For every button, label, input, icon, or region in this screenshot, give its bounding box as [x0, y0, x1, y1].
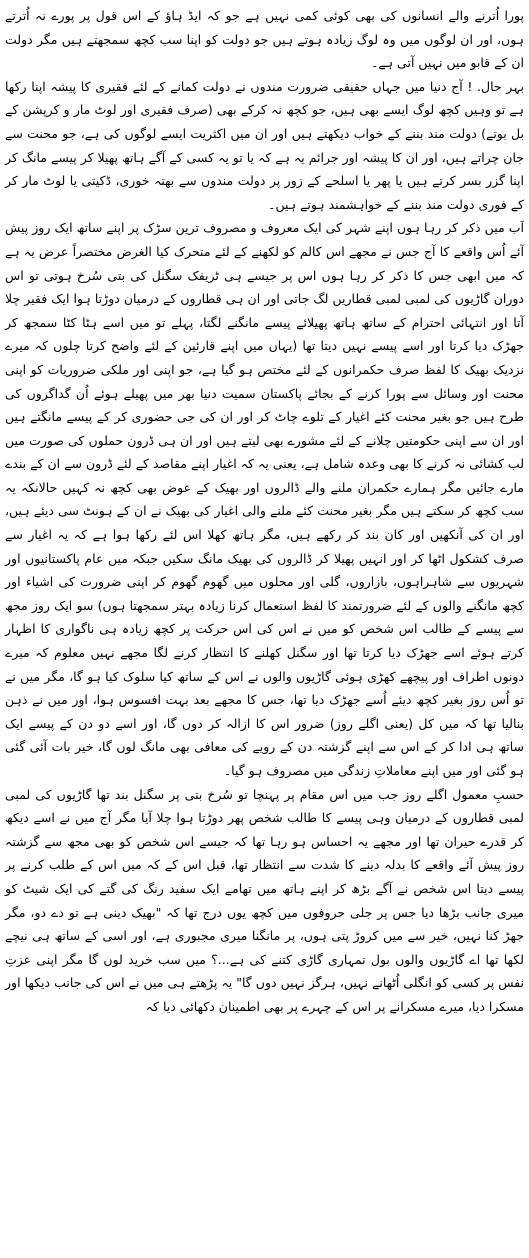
article-paragraph-2: بہر حال. ! آج دنیا میں جہاں حقیقی ضرورت مندوں نے دولت کمانے کے لئے فقیری کا پیشہ اپنا رکھا ہے تو وہیں کچھ لوگ ایسے بھی ہیں، جو کچھ نہ کرکے بھی (صرف فقیری اور لوٹ مار و کرپشن کے بل بوتے) دولت مند بننے کے خواب دیکھتے ہیں اور ان میں اکثریت ایسے لوگوں کی ہے، جو محنت سے جان چراتے ہیں، اور ان کا پیشہ اور جرائم یہ ہے کہ یا تو یہ کسی کے آگے ہاتھ پھیلا کر پیسے مانگ کر اپنا گزر بسر کرتے ہیں یا پھر یا اسلحے کے زور پر دولت مندوں سے بھتہ خوری، ڈکیتی یا لوٹ مار کر کے فوری دولت مند بننے کے خواہشمند ہوتے ہیں۔: [5, 78, 524, 212]
article-paragraph-3: اَب میں ذکر کر رہا ہوں اپنے شہر کی ایک معروف و مصروف ترین سڑک پر اپنے ساتھ ایک روز پیش آئے اُس واقعے کا آج جس نے مجھے اس کالم کو لکھنے کے لئے متحرک کیا الغرض مختصراً عرض یہ ہے کہ میں ابھی جس کا ذکر کر رہا ہوں اس پر جیسے ہی ٹریفک سگنل کی بتی سُرخ ہوتی تو اس دوران گاڑیوں کی لمبی لمبی قطاریں لگ جاتی اور ان ہی قطاروں کے درمیان دوڑتا ہوا ایک فقیر چلا آتا اور انتہائی احترام کے ساتھ ہاتھ پھیلائے پیسے مانگنے لگتا، پہلے تو میں اسے ہٹا کٹا سمجھ کر جھڑک دیا کرتا اور اسے پیسے نہیں دیتا تھا (یہاں میں اپنے قارئین کے لئے واضح کرتا چلوں کہ میرے نزدیک بھیک کا لفظ صرف حکمرانوں کے لئے مختص ہو گیا ہے، جو اپنی اور ملکی ضروریات کو اپنی محنت اور وسائل سے پورا کرنے کے بجائے پاکستان سمیت دنیا بھر میں پھیلے ہوئے اُن گداگروں کی طرح ہیں جو بغیر محنت کئے اغیار کے تلوے چاٹ کر اور ان کی جی حضوری کر کے پیسے مانگتے ہیں اور ان سے اپنی حکومتیں چلانے کے لئے مشورے بھی لیتے ہیں اور ان ہی ڈرون حملوں کی صورت میں لب کشائی نہ کرنے کا بھی وعدہ شامل ہے، یعنی یہ کہ اغیار اپنے مقاصد کے لئے ڈرون سے ان کے بندے مارے جائیں مگر ہمارے حکمران ملنے والے ڈالروں اور بھیک کے عوض بھی کچھ نہ کہیں حالانکہ یہ سب کچھ کر سکتے ہیں مگر بغیر محنت کئے ملنے والی اغیار کی بھیک نے ان کے ہونٹ سی دیئے ہیں، اور ان کی آنکھیں اور کان بند کر رکھے ہیں، مگر ہاتھ کھلا اس لئے رکھا ہوا ہے کہ یہ اغیار سے صرف کشکول اٹھا کر اور انہیں پھیلا کر ڈالروں کی بھیک مانگ سکیں جبکہ میں عام پاکستانیوں اور شہریوں سے شاہراہوں، بازاروں، گلی اور محلوں میں گھوم گھوم کر اپنی ضرورت کی اشیاء اور کچھ مانگنے والوں کے لئے ضرورتمند کا لفظ استعمال کرنا زیادہ بہتر سمجھتا ہوں) سو ایک روز مجھ سے پیسے کے طالب اس شخص کو میں نے اس کی اس حرکت پر کچھ زیادہ ہی ناگواری کا اظہار کرتے ہوئے اسے جھڑک دیا کرتا تھا اور سگنل کھلنے کا انتظار کرنے لگا مجھے نہیں معلوم کہ میرے دونوں اطراف اور پیچھے کھڑی ہوئی گاڑیوں والوں نے اس کے ساتھ کیا سلوک کیا ہو گا، مگر میں نے تو اُس روز بغیر کچھ دیئے اُسے جھڑک دیا تھا، جس کا مجھے بعد بہت افسوس ہوا، اور میں نے ذہن بنالیا تھا کہ میں کل (یعنی اگلے روز) ضرور اس کا ازالہ کر دوں گا، اور اسے دو دن کے پیسے ایک ساتھ ہی ادا کر کے اس سے اپنے گزشتہ دن کے رویے کی معافی بھی مانگ لوں گا، خیر بات آئی گئی ہو گئی اور میں اپنے معاملاتِ زندگی میں مصروف ہو گیا۔: [5, 220, 524, 778]
article-paragraph-1: پورا اُترنے والے انسانوں کی بھی کوئی کمی نہیں ہے جو کہ ایڈ ہاؤ کے اس قول پر پورے نہ اُترتے ہوں، اور ان لوگوں میں وہ لوگ زیادہ ہوتے ہیں جو دولت کو اپنا سب کچھ سمجھتے ہیں مگر دولت ان کے قابو میں نہیں آتی ہے۔: [5, 8, 524, 71]
article-paragraph-4: حسبِ معمول اگلے روز جب میں اس مقام پر پہنچا تو سُرخ بتی پر سگنل بند تھا گاڑیوں کی لمبی لمبی قطاروں کے درمیان وہی پیسے کا طالب شخص پھر دوڑتا ہوا چلا آیا مگر آج میں نے اسے دیکھ کر قدرے حیران تھا اور مجھے یہ احساس ہو رہا تھا کہ جیسے اس شخص کو بھی مجھ سے گزشتہ روز پیش آئے واقعے کا بدلہ دینے کا شدت سے انتظار تھا، قبل اس کے کہ میں اس کے طلب کرنے پر پیسے دیتا اس شخص نے آگے بڑھ کر اپنے ہاتھ میں تھامے ایک سفید رنگ کی گتے کی ایک شیٹ کو میری جانب بڑھا دیا جس پر جلی حروفوں میں کچھ یوں درج تھا کہ "بھیک دینی ہے تو دے دو، مگر جھڑ کنا نہیں، خیر سے میں کروڑ پتی ہوں، پر مانگنا میری مجبوری ہے، اور اسی کے ساتھ ہی نیچے لکھا تھا اے گاڑیوں والوں بول تمہاری گاڑی کتنے کی ہے...؟ میں سب خرید لوں گا مگر اپنی عزتِ نفس پر کسی کو انگلی اُٹھانے نہیں، ہرگز نہیں دوں گا" یہ پڑھتے ہی میں نے اس کی جانب دیکھا اور مسکرا دیا، میرے مسکرانے پر اس کے چہرے پر بھی اطمینان دکھائی دیا کہ: [5, 786, 524, 1014]
